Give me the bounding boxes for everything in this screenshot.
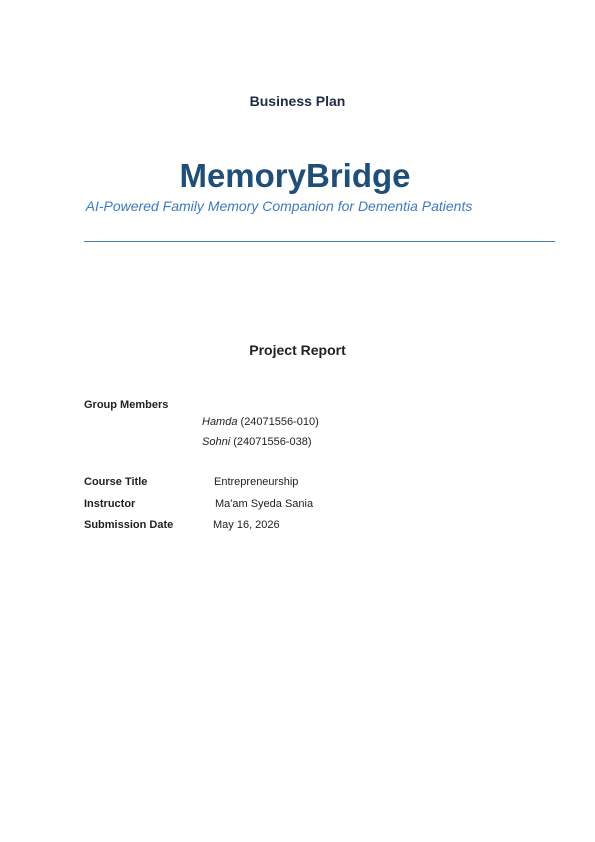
group-members-label: Group Members — [84, 399, 169, 411]
member-id: (24071556-038) — [233, 436, 312, 448]
report-type-heading: Project Report — [249, 342, 346, 358]
member-name: Sohni — [202, 436, 231, 448]
submission-date-value: May 16, 2026 — [213, 519, 280, 531]
instructor-label: Instructor — [84, 498, 136, 510]
product-title: MemoryBridge — [179, 157, 411, 194]
member-id: (24071556-010) — [240, 416, 319, 428]
group-member — [202, 416, 319, 428]
group-member — [202, 436, 312, 448]
divider-line — [84, 241, 555, 242]
instructor-value: Ma'am Syeda Sania — [215, 498, 314, 510]
member-name: Hamda — [202, 416, 238, 428]
submission-date-label: Submission Date — [84, 519, 174, 531]
course-title-label: Course Title — [84, 476, 148, 488]
product-tagline: AI-Powered Family Memory Companion for Dementia Patients — [85, 198, 473, 214]
course-title-value: Entrepreneurship — [214, 476, 299, 488]
document-type-heading: Business Plan — [249, 93, 346, 109]
